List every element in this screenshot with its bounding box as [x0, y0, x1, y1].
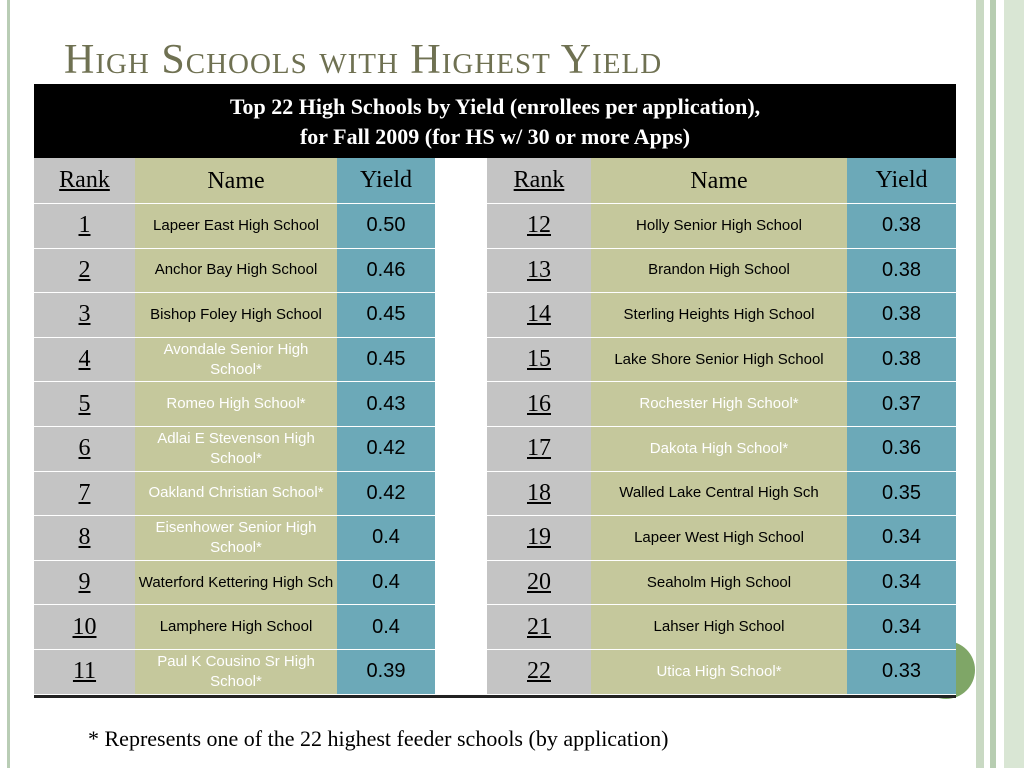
yield-cell: 0.35 — [847, 472, 956, 517]
column-header-name: Name — [135, 158, 337, 204]
rank-cell: 22 — [487, 650, 591, 695]
rank-cell: 1 — [34, 204, 135, 249]
school-name-cell: Brandon High School — [591, 249, 847, 294]
yield-cell: 0.38 — [847, 249, 956, 294]
yield-cell: 0.43 — [337, 382, 435, 427]
school-name-cell: Lake Shore Senior High School — [591, 338, 847, 383]
school-name-cell: Dakota High School* — [591, 427, 847, 472]
table-caption-line2: for Fall 2009 (for HS w/ 30 or more Apps) — [299, 124, 691, 149]
school-name-cell: Seaholm High School — [591, 561, 847, 606]
column-header-rank: Rank — [34, 158, 135, 204]
yield-cell: 0.42 — [337, 427, 435, 472]
column-gap — [435, 472, 487, 517]
rank-cell: 17 — [487, 427, 591, 472]
rank-cell: 9 — [34, 561, 135, 606]
column-header-name: Name — [591, 158, 847, 204]
school-name-cell: Waterford Kettering High Sch — [135, 561, 337, 606]
school-name-cell: Oakland Christian School* — [135, 472, 337, 517]
school-name-cell: Romeo High School* — [135, 382, 337, 427]
rank-cell: 16 — [487, 382, 591, 427]
school-name-cell: Utica High School* — [591, 650, 847, 695]
table-caption-line1: Top 22 High Schools by Yield (enrollees per application), — [229, 94, 761, 119]
rank-cell: 5 — [34, 382, 135, 427]
school-name-cell: Lapeer West High School — [591, 516, 847, 561]
yield-cell: 0.38 — [847, 293, 956, 338]
yield-cell: 0.34 — [847, 516, 956, 561]
rank-cell: 18 — [487, 472, 591, 517]
column-gap — [435, 293, 487, 338]
column-header-yield: Yield — [847, 158, 956, 204]
school-name-cell: Lamphere High School — [135, 605, 337, 650]
rank-cell: 8 — [34, 516, 135, 561]
yield-cell: 0.4 — [337, 516, 435, 561]
column-gap — [435, 158, 487, 204]
rank-cell: 11 — [34, 650, 135, 695]
rank-cell: 15 — [487, 338, 591, 383]
rank-cell: 4 — [34, 338, 135, 383]
yield-cell: 0.46 — [337, 249, 435, 294]
yield-cell: 0.33 — [847, 650, 956, 695]
school-name-cell: Holly Senior High School — [591, 204, 847, 249]
school-name-cell: Walled Lake Central High Sch — [591, 472, 847, 517]
rank-cell: 2 — [34, 249, 135, 294]
rank-cell: 14 — [487, 293, 591, 338]
yield-cell: 0.34 — [847, 605, 956, 650]
rank-cell: 10 — [34, 605, 135, 650]
yield-cell: 0.50 — [337, 204, 435, 249]
school-name-cell: Paul K Cousino Sr High School* — [135, 650, 337, 695]
school-name-cell: Adlai E Stevenson High School* — [135, 427, 337, 472]
yield-cell: 0.36 — [847, 427, 956, 472]
yield-table — [34, 84, 956, 698]
column-header-rank: Rank — [487, 158, 591, 204]
yield-cell: 0.4 — [337, 605, 435, 650]
yield-cell: 0.38 — [847, 338, 956, 383]
school-name-cell: Avondale Senior High School* — [135, 338, 337, 383]
column-gap — [435, 650, 487, 695]
yield-cell: 0.42 — [337, 472, 435, 517]
rank-cell: 7 — [34, 472, 135, 517]
rank-cell: 21 — [487, 605, 591, 650]
yield-cell: 0.37 — [847, 382, 956, 427]
column-gap — [435, 605, 487, 650]
left-border-decoration — [0, 0, 10, 768]
column-gap — [435, 427, 487, 472]
rank-cell: 6 — [34, 427, 135, 472]
yield-cell: 0.45 — [337, 338, 435, 383]
column-header-yield: Yield — [337, 158, 435, 204]
column-gap — [435, 382, 487, 427]
table-caption — [34, 84, 956, 158]
rank-cell: 3 — [34, 293, 135, 338]
yield-cell: 0.38 — [847, 204, 956, 249]
yield-cell: 0.39 — [337, 650, 435, 695]
school-name-cell: Lahser High School — [591, 605, 847, 650]
footnote: * Represents one of the 22 highest feeder schools (by application) — [88, 726, 669, 751]
right-stripe-decoration — [976, 0, 1024, 768]
school-name-cell: Bishop Foley High School — [135, 293, 337, 338]
school-name-cell: Anchor Bay High School — [135, 249, 337, 294]
column-gap — [435, 338, 487, 383]
yield-cell: 0.45 — [337, 293, 435, 338]
school-name-cell: Eisenhower Senior High School* — [135, 516, 337, 561]
rank-cell: 19 — [487, 516, 591, 561]
rank-cell: 13 — [487, 249, 591, 294]
table-grid — [34, 158, 956, 698]
rank-cell: 20 — [487, 561, 591, 606]
column-gap — [435, 204, 487, 249]
rank-cell: 12 — [487, 204, 591, 249]
column-gap — [435, 516, 487, 561]
school-name-cell: Rochester High School* — [591, 382, 847, 427]
yield-cell: 0.34 — [847, 561, 956, 606]
slide-title: High Schools with Highest Yield — [64, 37, 663, 83]
school-name-cell: Sterling Heights High School — [591, 293, 847, 338]
column-gap — [435, 561, 487, 606]
column-gap — [435, 249, 487, 294]
yield-cell: 0.4 — [337, 561, 435, 606]
school-name-cell: Lapeer East High School — [135, 204, 337, 249]
